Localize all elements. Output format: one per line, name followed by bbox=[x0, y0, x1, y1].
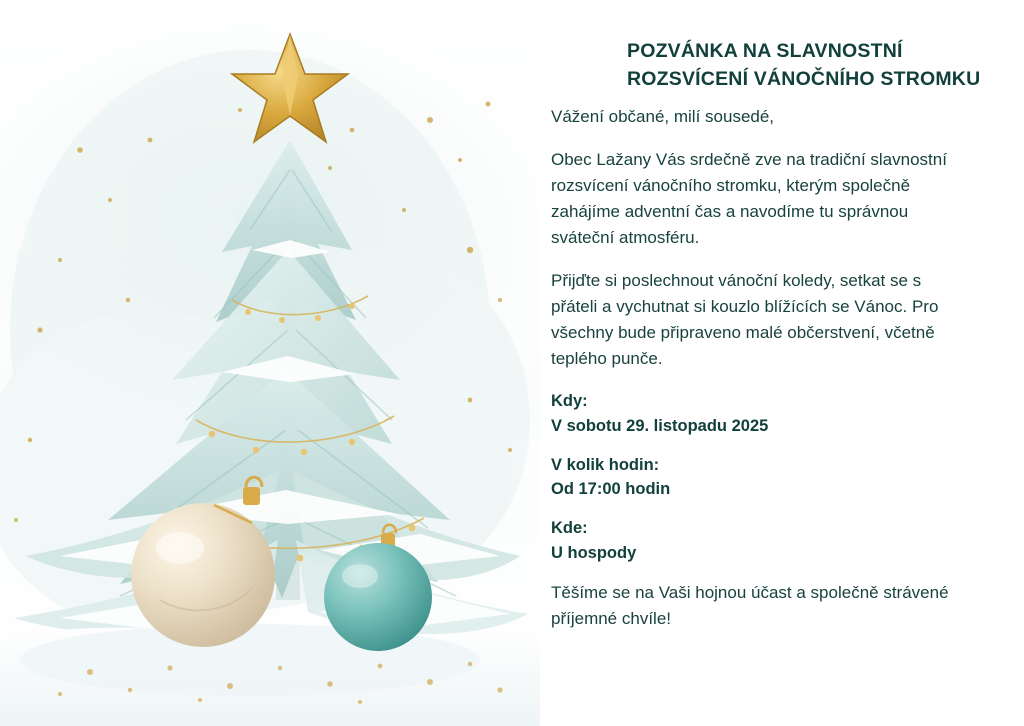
paragraph-1: Obec Lažany Vás srdečně zve na tradiční slavnostní rozsvícení vánočního stromku, kterým společně zahájíme adventní čas a navodíme tu správnou sváteční atmosféru. bbox=[551, 150, 947, 247]
page-title bbox=[627, 38, 1007, 93]
headline-line-2: ROZSVÍCENÍ VÁNOČNÍHO STROMKU bbox=[627, 67, 981, 90]
detail-place-label: Kde: bbox=[551, 519, 588, 537]
salutation-text: Vážení občané, milí sousedé, bbox=[551, 107, 775, 126]
detail-place-value: U hospody bbox=[551, 543, 637, 562]
detail-when bbox=[551, 389, 971, 439]
closing-text: Těšíme se na Vaši hojnou účast a společně strávené příjemné chvíle! bbox=[551, 582, 949, 628]
detail-time-label: V kolik hodin: bbox=[551, 455, 660, 474]
detail-place bbox=[551, 516, 971, 566]
detail-time bbox=[551, 453, 971, 503]
detail-when-value: V sobotu 29. listopadu 2025 bbox=[551, 416, 769, 435]
snow-ground bbox=[0, 624, 540, 726]
headline-line-1: POZVÁNKA NA SLAVNOSTNÍ bbox=[627, 40, 903, 62]
invitation-body bbox=[551, 104, 971, 632]
invitation-text-column bbox=[551, 0, 1011, 726]
detail-when-label: Kdy: bbox=[551, 392, 588, 410]
detail-time-value: Od 17:00 hodin bbox=[551, 480, 671, 499]
paragraph-2: Přijďte si poslechnout vánoční koledy, setkat se s přáteli a vychutnat si kouzlo blížících se Vánoc. Pro všechny bude připraveno malé občerstvení, včetně teplého punče. bbox=[551, 271, 939, 368]
